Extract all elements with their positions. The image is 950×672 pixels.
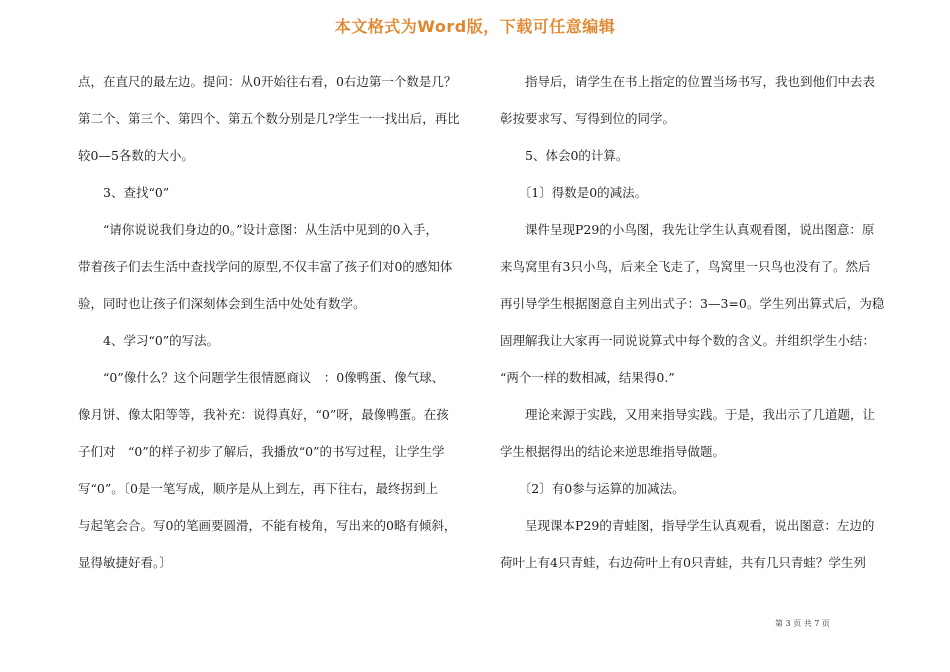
text-line: 荷叶上有4只青蛙，右边荷叶上有0只青蛙，共有几只青蛙？学生列	[500, 555, 866, 570]
text-line: “两个一样的数相减，结果得0.”	[500, 370, 675, 385]
text-line: 5、体会0的计算。	[500, 148, 629, 163]
text-line: 指导后，请学生在书上指定的位置当场书写，我也到他们中去表	[500, 74, 876, 89]
text-line: 第二个、第三个、第四个、第五个数分别是几?学生一一找出后，再比	[78, 111, 460, 126]
page-banner: 本文格式为Word版，下载可任意编辑	[334, 17, 616, 36]
text-line: 写“0”。〔0是一笔写成，顺序是从上到左，再下往右，最终拐到上	[78, 481, 438, 496]
text-line: “0”像什么？这个问题学生很情愿商议 ：0像鸭蛋、像气球、	[78, 370, 445, 385]
text-line: 〔1〕得数是0的减法。	[500, 185, 648, 200]
text-line: 3、查找“0”	[78, 185, 170, 200]
text-line: 呈现课本P29的青蛙图，指导学生认真观看，说出图意：左边的	[500, 518, 875, 533]
text-line: 点，在直尺的最左边。提问：从0开始往右看，0右边第一个数是几？	[78, 74, 457, 89]
text-line: 彰按要求写、写得到位的同学。	[500, 111, 676, 126]
text-line: 子们对 “0”的样子初步了解后，我播放“0”的书写过程，让学生学	[78, 444, 445, 459]
text-line: 固理解我让大家再一同说说算式中每个数的含义。并组织学生小结：	[500, 333, 876, 348]
text-line: 4、学习“0”的写法。	[78, 333, 220, 348]
text-line: 带着孩子们去生活中查找学问的原型,不仅丰富了孩子们对0的感知体	[78, 259, 453, 274]
text-line: 像月饼、像太阳等等，我补充：说得真好，“0”呀，最像鸭蛋。在孩	[78, 407, 449, 422]
page-number: 第 3 页 共 7 页	[775, 619, 830, 628]
text-line: “请你说说我们身边的0。”设计意图：从生活中见到的0入手，	[78, 222, 438, 237]
text-line: 课件呈现P29的小鸟图，我先让学生认真观看图，说出图意：原	[500, 222, 875, 237]
text-line: 〔2〕有0参与运算的加减法。	[500, 481, 685, 496]
text-line: 较0—5各数的大小。	[78, 148, 194, 163]
right-column	[500, 63, 890, 581]
text-line: 再引导学生根据图意自主列出式子：3—3=0。学生列出算式后，为稳	[500, 296, 885, 311]
text-line: 来鸟窝里有3只小鸟，后来全飞走了，鸟窝里一只鸟也没有了。然后	[500, 259, 871, 274]
text-line: 与起笔会合。写0的笔画要圆滑，不能有棱角，写出来的0略有倾斜，	[78, 518, 457, 533]
text-line: 显得敏捷好看。〕	[78, 555, 172, 570]
text-line: 验，同时也让孩子们深刻体会到生活中处处有数学。	[78, 296, 366, 311]
left-column	[78, 63, 468, 581]
text-line: 理论来源于实践，又用来指导实践。于是，我出示了几道题，让	[500, 407, 876, 422]
text-line: 学生根据得出的结论来逆思维指导做题。	[500, 444, 726, 459]
